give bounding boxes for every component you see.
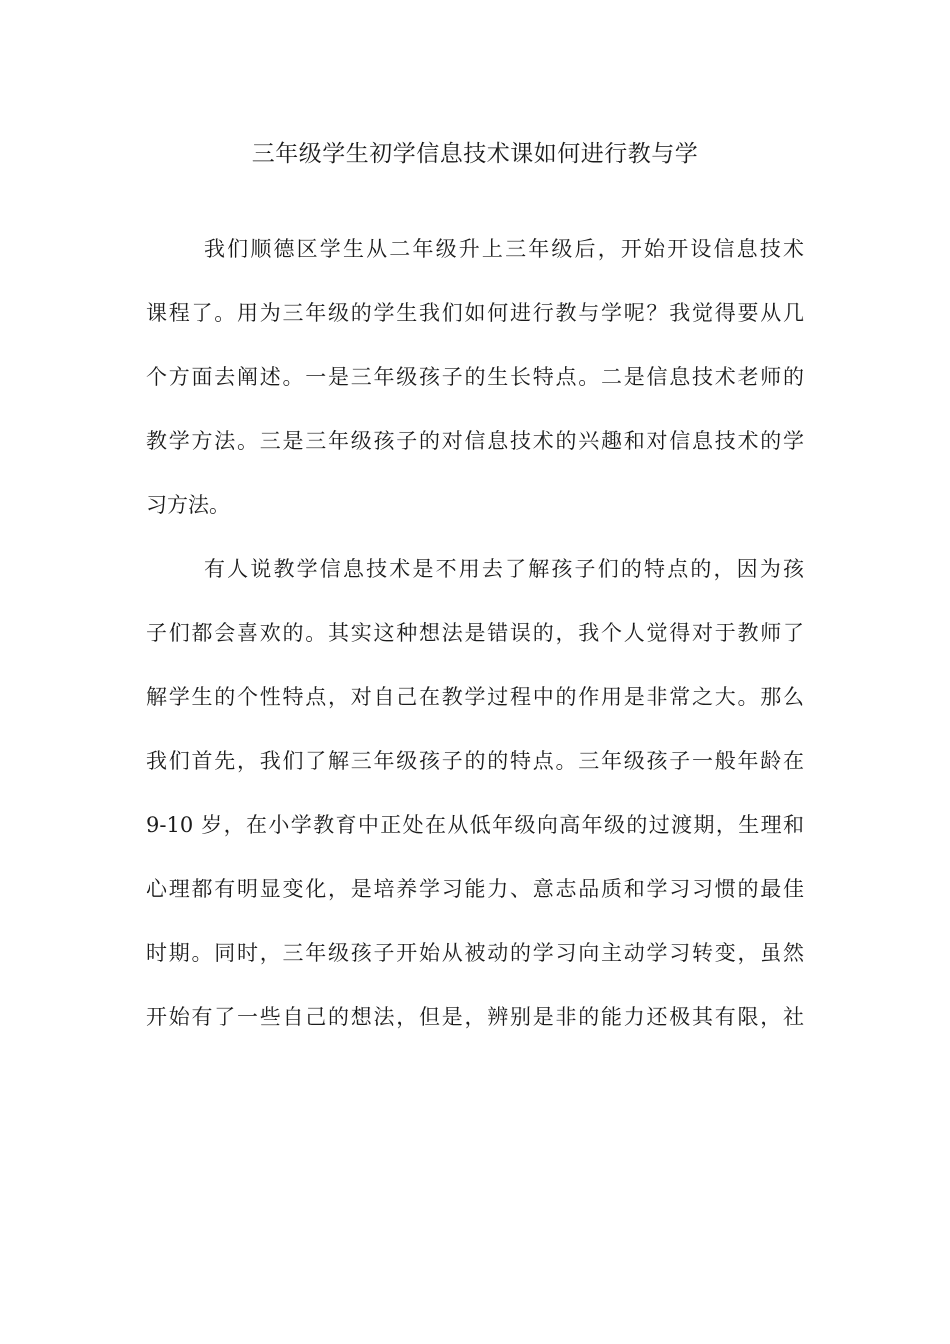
paragraph-line: 我们首先，我们了解三年级孩子的的特点。三年级孩子一般年龄在 (146, 749, 804, 773)
document-title: 三年级学生初学信息技术课如何进行教与学 (251, 141, 699, 167)
paragraph-line: 9-10 岁，在小学教育中正处在从低年级向高年级的过渡期，生理和 (146, 813, 804, 837)
paragraph-line: 有人说教学信息技术是不用去了解孩子们的特点的，因为孩 (204, 557, 804, 581)
paragraph-line: 课程了。用为三年级的学生我们如何进行教与学呢？我觉得要从几 (146, 301, 804, 325)
paragraph-line: 子们都会喜欢的。其实这种想法是错误的，我个人觉得对于教师了 (146, 621, 804, 645)
paragraph-line: 心理都有明显变化，是培养学习能力、意志品质和学习习惯的最佳 (146, 877, 804, 901)
paragraph-line: 习方法。 (146, 493, 230, 517)
paragraph-line: 教学方法。三是三年级孩子的对信息技术的兴趣和对信息技术的学 (146, 429, 804, 453)
paragraph-line: 时期。同时，三年级孩子开始从被动的学习向主动学习转变，虽然 (146, 941, 804, 965)
paragraph-line: 我们顺德区学生从二年级升上三年级后，开始开设信息技术 (204, 237, 804, 261)
paragraph-line: 解学生的个性特点，对自己在教学过程中的作用是非常之大。那么 (146, 685, 804, 709)
paragraph-line: 个方面去阐述。一是三年级孩子的生长特点。二是信息技术老师的 (146, 365, 804, 389)
paragraph-line: 开始有了一些自己的想法，但是，辨别是非的能力还极其有限，社 (146, 1005, 804, 1029)
